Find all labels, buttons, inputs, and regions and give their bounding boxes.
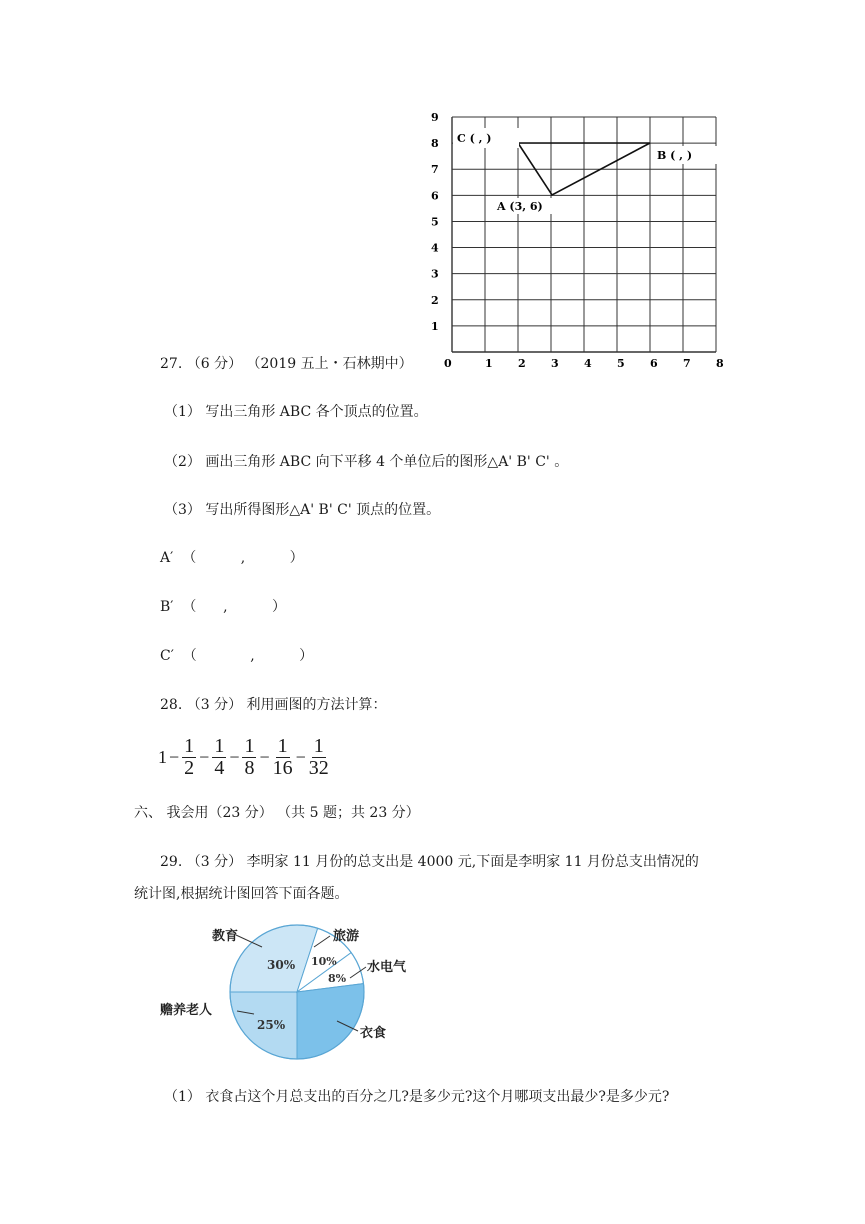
slice-label-travel: 10% [311, 955, 337, 968]
y-tick-label: 4 [431, 241, 439, 255]
minus-sign: − [199, 747, 210, 767]
q29-line2: 统计图,根据统计图回答下面各题。 [134, 886, 349, 902]
y-tick-label: 8 [431, 137, 439, 151]
minus-sign: − [229, 747, 240, 767]
fraction: $\frac{1}{4}$ [214, 735, 225, 779]
fraction: $\frac{1}{32}$ [308, 735, 329, 779]
q29-item1: （1） 衣食占这个月总支出的百分之几?是多少元?这个月哪项支出最少?是多少元? [164, 1089, 670, 1105]
slice-label-education: 30% [267, 958, 296, 972]
x-tick-label: 6 [650, 357, 658, 370]
x-tick-label: 5 [617, 357, 625, 370]
expr-one: 1 [158, 747, 167, 767]
x-tick-label: 4 [584, 357, 592, 370]
y-tick-label: 1 [431, 319, 439, 333]
x-tick-label: 8 [716, 357, 724, 370]
x-tick-label: 0 [444, 357, 452, 370]
y-axis-ticks [431, 111, 439, 333]
category-label: 水电气 [367, 960, 407, 975]
y-tick-label: 5 [431, 215, 439, 229]
category-label: 教育 [212, 929, 239, 944]
y-tick-label: 3 [431, 267, 439, 281]
category-label: 赡养老人 [160, 1003, 213, 1018]
answer-a-prime: A′ （ , ） [160, 550, 304, 566]
slice-label-elderly: 25% [257, 1018, 286, 1032]
minus-sign: − [259, 747, 270, 767]
x-tick-label: 7 [683, 357, 691, 370]
minus-sign: − [295, 747, 306, 767]
section-6-title: 六、 我会用（23 分） （共 5 题；共 23 分） [134, 805, 420, 821]
coordinate-grid [425, 108, 735, 373]
x-axis-ticks [444, 357, 724, 370]
q27-item3: （3） 写出所得图形△A' B' C' 顶点的位置。 [164, 502, 441, 518]
point-a-label: A (3, 6) [497, 200, 543, 213]
minus-sign: − [169, 747, 180, 767]
q28-header: 28. （3 分） 利用画图的方法计算： [160, 697, 387, 713]
fraction: $\frac{1}{8}$ [244, 735, 255, 779]
slice-food [297, 984, 364, 1059]
fraction-expression [158, 736, 330, 779]
y-tick-label: 6 [431, 189, 439, 203]
q27-item1: （1） 写出三角形 ABC 各个顶点的位置。 [164, 404, 428, 420]
x-tick-label: 1 [485, 357, 493, 370]
x-tick-label: 2 [518, 357, 526, 370]
y-tick-label: 2 [431, 293, 439, 307]
q27-header: 27. （6 分） （2019 五上・石林期中） [160, 356, 413, 372]
point-b-label: B ( , ) [657, 149, 693, 162]
category-label: 衣食 [360, 1026, 387, 1041]
q27-item2: （2） 画出三角形 ABC 向下平移 4 个单位后的图形△A' B' C' 。 [164, 454, 569, 470]
q29-line1: 29. （3 分） 李明家 11 月份的总支出是 4000 元,下面是李明家 11 月份总支出情况的 [160, 854, 699, 870]
y-tick-label: 9 [431, 111, 439, 124]
answer-b-prime: B′ （ , ） [160, 599, 287, 615]
fraction: $\frac{1}{16}$ [272, 735, 293, 779]
expense-pie-chart [150, 915, 450, 1075]
category-label: 旅游 [333, 929, 360, 944]
pie-slices [230, 925, 364, 1059]
y-tick-label: 7 [431, 163, 439, 177]
point-c-label: C ( , ) [457, 132, 492, 145]
slice-label-utilities: 8% [328, 972, 347, 985]
answer-c-prime: C′ （ , ） [160, 648, 314, 664]
x-tick-label: 3 [551, 357, 559, 370]
fraction: $\frac{1}{2}$ [184, 735, 195, 779]
